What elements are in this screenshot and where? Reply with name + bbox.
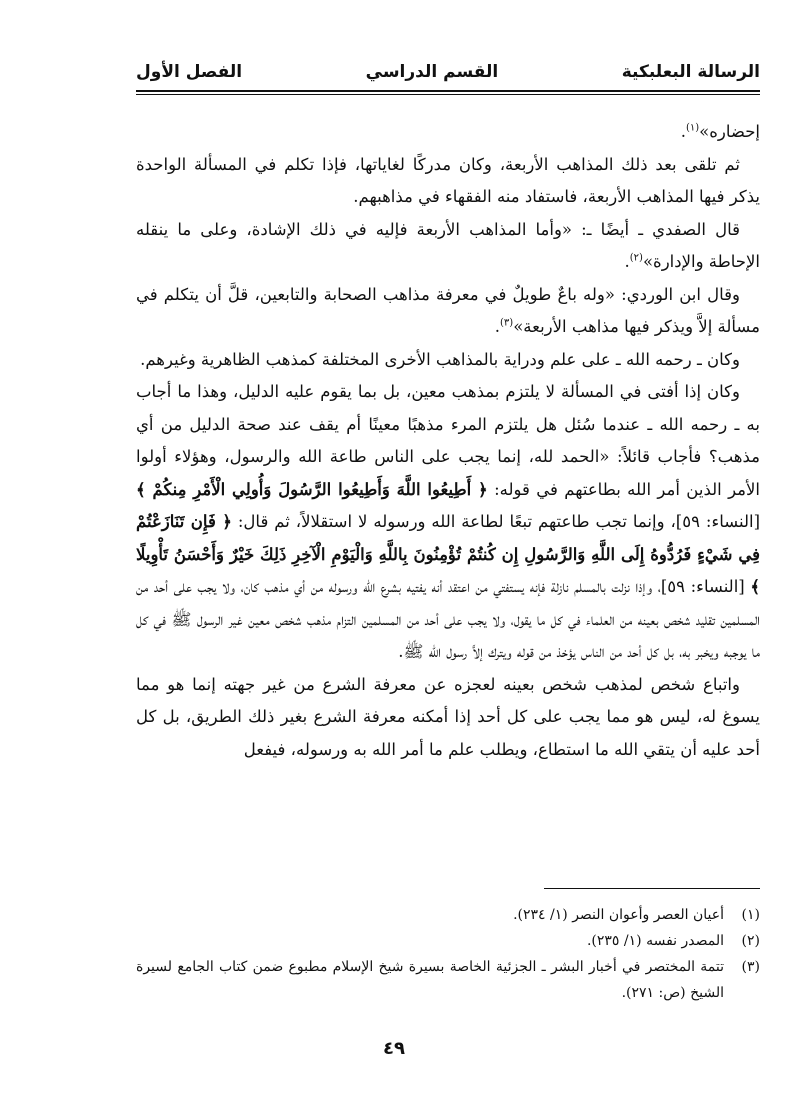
paragraph-1 xyxy=(136,116,760,149)
body-text xyxy=(136,116,760,766)
footnote-ref-3[interactable]: (٣) xyxy=(500,317,514,329)
paragraph-4-text: وقال ابن الوردي: «وله باعٌ طويلٌ في معرفة مذاهب الصحابة والتابعين، قلَّ أن يتكلم في مسألة إلاَّ ويذكر فيها مذاهب الأربعة» xyxy=(136,284,760,336)
footnote-ref-1[interactable]: (١) xyxy=(685,122,700,134)
quran-verse-1: ﴿ أَطِيعُوا اللَّهَ وَأَطِيعُوا الرَّسُولَ وَأُولِي الْأَمْرِ مِنكُمْ ﴾ xyxy=(136,479,488,499)
footnote-separator xyxy=(544,888,760,889)
footnote-3 xyxy=(136,954,760,1006)
footnote-2 xyxy=(136,928,760,954)
paragraph-4 xyxy=(136,279,760,344)
footnote-text: تتمة المختصر في أخبار البشر ـ الجزئية الخاصة بسيرة شيخ الإسلام مطبوع ضمن كتاب الجامع لسيرة الشيخ (ص: ٢٧١). xyxy=(136,959,724,1001)
paragraph-3-end: . xyxy=(624,252,630,271)
running-header xyxy=(136,56,760,88)
paragraph-7: واتباع شخص لمذهب شخص بعينه لعجزه عن معرفة الشرع من غير جهته إنما هو مما يسوغ له، ليس هو مما يجب على كل أحد إذا أمكنه معرفة الشرع بغير ذلك الطريق، بل كل أحد عليه أن يتقي الله ما استطاع، ويطلب علم ما أمر الله به ورسوله، فيفعل xyxy=(136,674,760,759)
paragraph-1-text: إحضاره» xyxy=(699,122,760,141)
quran-verse-2: ﴿ فَإِن تَنَازَعْتُمْ فِي شَيْءٍ فَرُدُّوهُ إِلَى اللَّهِ وَالرَّسُولِ إِن كُنتُمْ تُؤْمِنُونَ بِاللَّهِ وَالْيَوْمِ الْآخِرِ ذَلِكَ خَيْرٌ وَأَحْسَنُ تَأْوِيلًا ﴾ xyxy=(136,512,760,596)
header-rule xyxy=(136,90,760,92)
chapter-title: الفصل الأول xyxy=(136,62,243,82)
paragraph-3 xyxy=(136,214,760,279)
paragraph-6 xyxy=(136,376,760,669)
footnotes xyxy=(136,902,760,1006)
paragraph-5: وكان ـ رحمه الله ـ على علم ودراية بالمذاهب الأخرى المختلفة كمذهب الظاهرية وغيرهم. xyxy=(140,349,740,369)
paragraph-1-end: . xyxy=(680,122,686,141)
section-title: القسم الدراسي xyxy=(365,62,499,82)
paragraph-3-text: قال الصفدي ـ أيضًا ـ: «وأما المذاهب الأربعة فإليه في ذلك الإشادة، وعلى ما ينقله الإحاطة والإدارة» xyxy=(136,219,760,271)
paragraph-6-part-c: [النساء: ٥٩]، وإذا نزلت بالمسلم نازلة فإنه يستفتي من اعتقد أنه يفتيه بشرع الله ورسوله من أي مذهب كان، ولا يجب على أحد من المسلمين تقليد شخص بعينه من العلماء في كل ما يقول، ولا يجب على أحد من المسلمين التزام مذهب شخص معين غير الرسول ﷺ في كل ما يوجبه ويخبر به، بل كل أحد من الناس يؤخذ من قوله ويترك إلاَّ رسول الله ﷺ. xyxy=(136,577,760,661)
paragraph-4-end: . xyxy=(494,317,500,336)
page-number: ٤٩ xyxy=(383,1038,405,1059)
book-title: الرسالة البعلبكية xyxy=(621,62,760,82)
paragraph-6-part-b: [النساء: ٥٩]، وإنما تجب طاعتهم تبعًا لطاعة الله ورسوله لا استقلالاً، ثم قال: xyxy=(237,512,761,531)
footnote-number: (٣) xyxy=(741,959,760,975)
header-rule-thin xyxy=(136,94,760,95)
paragraph-2: ثم تلقى بعد ذلك المذاهب الأربعة، وكان مدركًا لغاياتها، فإذا تكلم في المسألة الواحدة يذكر فيها المذاهب الأربعة، فاستفاد منه الفقهاء في مذاهبهم. xyxy=(136,154,760,206)
footnote-ref-2[interactable]: (٢) xyxy=(629,252,643,264)
footnote-text: المصدر نفسه (١/ ٢٣٥). xyxy=(586,933,724,949)
footnote-number: (٢) xyxy=(741,933,760,949)
footnote-number: (١) xyxy=(741,907,760,923)
footnote-text: أعيان العصر وأعوان النصر (١/ ٢٣٤). xyxy=(513,907,724,923)
footnote-1 xyxy=(136,902,760,928)
paragraph-6-part-a: وكان إذا أفتى في المسألة لا يلتزم بمذهب معين، بل بما يقوم عليه الدليل، وهذا ما أجاب به ـ رحمه الله ـ عندما سُئل هل يلتزم المرء مذهبًا معينًا أم يقف عند صحة الدليل من أي مذهب؟ فأجاب قائلاً: «الحمد لله، إنما يجب على الناس طاعة الله والرسول، وهؤلاء أولوا الأمر الذين أمر الله بطاعتهم في قوله: xyxy=(136,382,761,499)
